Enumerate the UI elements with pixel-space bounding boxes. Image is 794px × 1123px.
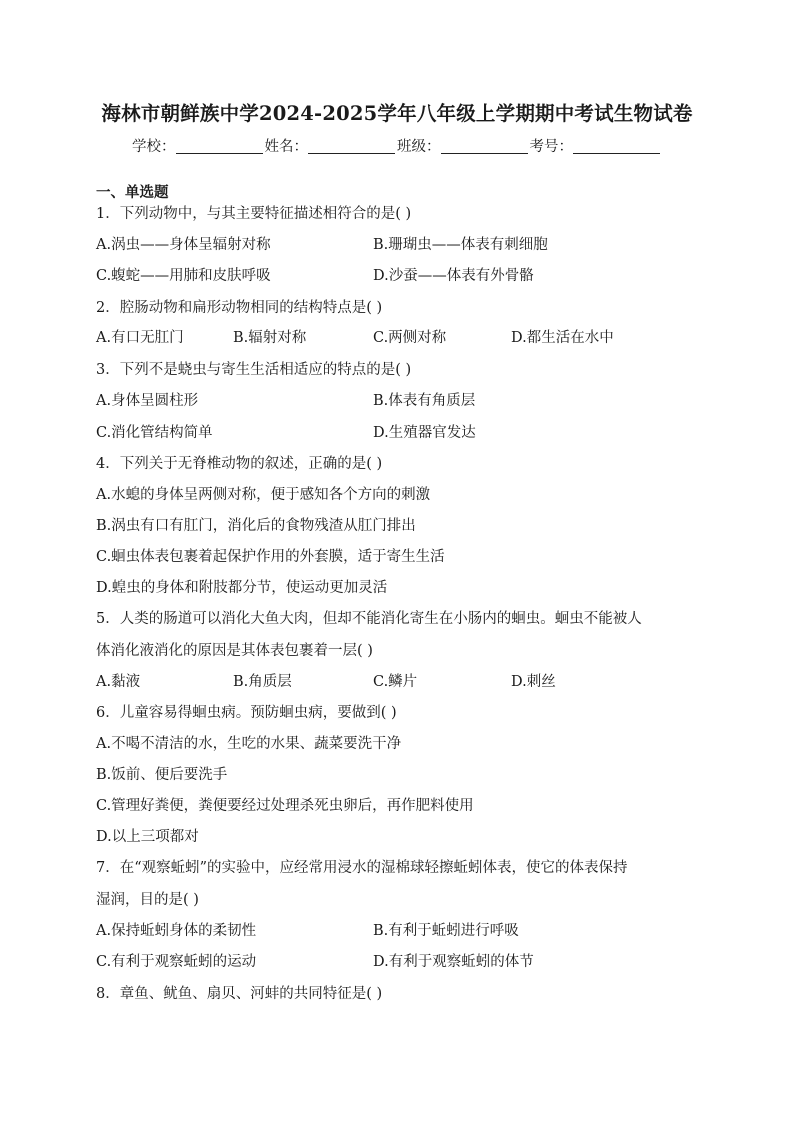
q6-option-d: D.以上三项都对 bbox=[96, 829, 199, 845]
q2-option-b: B.辐射对称 bbox=[233, 330, 307, 346]
q3-option-d: D.生殖器官发达 bbox=[373, 425, 476, 441]
question-1-stem: 1．下列动物中，与其主要特征描述相符合的是( ) bbox=[96, 206, 412, 222]
q1-option-c: C.蝮蛇——用肺和皮肤呼吸 bbox=[96, 268, 271, 284]
q6-option-b: B.饭前、便后要洗手 bbox=[96, 767, 228, 783]
name-label: 姓名： bbox=[264, 139, 308, 155]
question-5-stem-line2: 体消化液消化的原因是其体表包裹着一层( ) bbox=[96, 643, 373, 659]
name-blank[interactable] bbox=[308, 137, 395, 154]
question-3-stem: 3．下列不是蛲虫与寄生生活相适应的特点的是( ) bbox=[96, 362, 412, 378]
q4-option-b: B.涡虫有口有肛门，消化后的食物残渣从肛门排出 bbox=[96, 518, 416, 534]
question-2-stem: 2．腔肠动物和扁形动物相同的结构特点是( ) bbox=[96, 300, 383, 316]
q1-option-b: B.珊瑚虫——体表有刺细胞 bbox=[373, 237, 548, 253]
q3-option-a: A.身体呈圆柱形 bbox=[96, 393, 199, 409]
question-4-stem: 4．下列关于无脊椎动物的叙述，正确的是( ) bbox=[96, 456, 383, 472]
school-blank[interactable] bbox=[176, 137, 263, 154]
school-label: 学校： bbox=[132, 139, 176, 155]
q7-option-d: D.有利于观察蚯蚓的体节 bbox=[373, 954, 534, 970]
q7-option-b: B.有利于蚯蚓进行呼吸 bbox=[373, 923, 519, 939]
q1-option-a: A.涡虫——身体呈辐射对称 bbox=[96, 237, 271, 253]
question-8-stem: 8．章鱼、鱿鱼、扇贝、河蚌的共同特征是( ) bbox=[96, 986, 383, 1002]
q6-option-a: A.不喝不清洁的水，生吃的水果、蔬菜要洗干净 bbox=[96, 736, 402, 752]
q2-option-d: D.都生活在水中 bbox=[511, 330, 614, 346]
q4-option-c: C.蛔虫体表包裹着起保护作用的外套膜，适于寄生生活 bbox=[96, 549, 445, 565]
q5-option-d: D.刺丝 bbox=[511, 674, 556, 690]
number-blank[interactable] bbox=[573, 137, 660, 154]
q7-option-c: C.有利于观察蚯蚓的运动 bbox=[96, 954, 257, 970]
student-info-row bbox=[0, 135, 794, 156]
q5-option-a: A.黏液 bbox=[96, 674, 141, 690]
exam-title: 海林市朝鲜族中学2024-2025学年八年级上学期期中考试生物试卷 bbox=[101, 102, 693, 125]
q4-option-d: D.蝗虫的身体和附肢都分节，使运动更加灵活 bbox=[96, 580, 388, 596]
q6-option-c: C.管理好粪便，粪便要经过处理杀死虫卵后，再作肥料使用 bbox=[96, 798, 474, 814]
question-6-stem: 6．儿童容易得蛔虫病。预防蛔虫病，要做到( ) bbox=[96, 705, 397, 721]
q2-option-a: A.有口无肛门 bbox=[96, 330, 184, 346]
question-7-stem-line1: 7．在“观察蚯蚓”的实验中，应经常用浸水的湿棉球轻擦蚯蚓体表，使它的体表保持 bbox=[96, 860, 628, 876]
q5-option-b: B.角质层 bbox=[233, 674, 292, 690]
q2-option-c: C.两侧对称 bbox=[373, 330, 447, 346]
q3-option-c: C.消化管结构简单 bbox=[96, 425, 213, 441]
question-5-stem-line1: 5．人类的肠道可以消化大鱼大肉，但却不能消化寄生在小肠内的蛔虫。蛔虫不能被人 bbox=[96, 611, 642, 627]
q1-option-d: D.沙蚕——体表有外骨骼 bbox=[373, 268, 534, 284]
q5-option-c: C.鳞片 bbox=[373, 674, 418, 690]
question-7-stem-line2: 湿润，目的是( ) bbox=[96, 892, 199, 908]
section-heading: 一、单选题 bbox=[96, 184, 169, 201]
q4-option-a: A.水螅的身体呈两侧对称，便于感知各个方向的刺激 bbox=[96, 487, 431, 503]
q7-option-a: A.保持蚯蚓身体的柔韧性 bbox=[96, 923, 257, 939]
class-label: 班级： bbox=[397, 139, 441, 155]
number-label: 考号： bbox=[529, 139, 573, 155]
class-blank[interactable] bbox=[441, 137, 528, 154]
q3-option-b: B.体表有角质层 bbox=[373, 393, 476, 409]
